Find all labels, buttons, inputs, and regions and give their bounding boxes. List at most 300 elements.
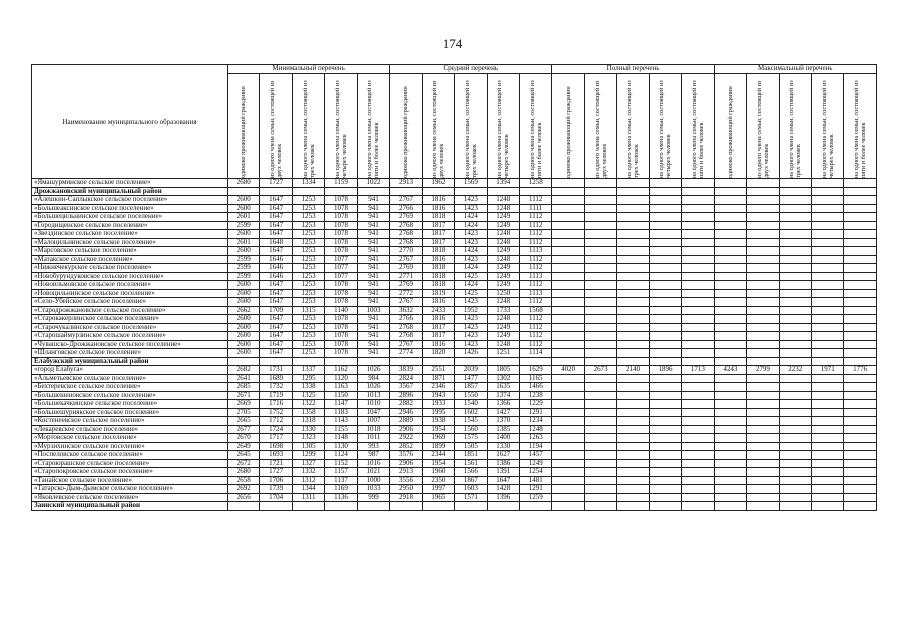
value-cell: 1867 [455, 476, 487, 485]
value-cell [649, 442, 681, 451]
empty-cell [617, 502, 649, 511]
value-cell: 1249 [487, 332, 519, 341]
value-cell [649, 281, 681, 290]
value-cell [747, 230, 779, 239]
value-cell: 1647 [260, 298, 292, 307]
value-cell: 1078 [325, 323, 357, 332]
value-cell: 2649 [228, 442, 260, 451]
value-cell [552, 272, 584, 281]
value-cell [617, 213, 649, 222]
value-cell [747, 374, 779, 383]
value-cell: 941 [357, 289, 389, 298]
table-row [32, 298, 877, 307]
value-cell: 2770 [390, 247, 422, 256]
value-cell: 1424 [455, 213, 487, 222]
value-cell: 1575 [455, 434, 487, 443]
value-cell [779, 221, 811, 230]
value-cell: 1253 [292, 332, 324, 341]
value-cell: 1995 [422, 408, 454, 417]
value-cell [714, 332, 746, 341]
value-cell [552, 230, 584, 239]
column-subheader: из одного члена семьи, состоящей из двух человек [584, 74, 616, 179]
value-cell: 1253 [292, 298, 324, 307]
value-cell [584, 196, 616, 205]
value-cell [811, 221, 843, 230]
value-cell: 1717 [260, 434, 292, 443]
value-cell: 1423 [455, 204, 487, 213]
value-cell: 941 [357, 221, 389, 230]
value-cell [747, 349, 779, 358]
value-cell: 1647 [487, 476, 519, 485]
value-cell: 2600 [228, 289, 260, 298]
value-cell [617, 323, 649, 332]
value-cell: 1709 [260, 306, 292, 315]
value-cell [682, 476, 715, 485]
value-cell: 987 [357, 451, 389, 460]
value-cell: 1249 [487, 221, 519, 230]
municipality-name: «Новоцильнинское сельское поселение» [32, 289, 228, 298]
value-cell [811, 451, 843, 460]
value-cell [617, 221, 649, 230]
value-cell [584, 451, 616, 460]
value-cell [779, 468, 811, 477]
value-cell: 2906 [390, 425, 422, 434]
value-cell [747, 408, 779, 417]
value-cell: 1253 [292, 289, 324, 298]
value-cell: 3576 [390, 451, 422, 460]
value-cell: 1969 [422, 434, 454, 443]
value-cell [649, 332, 681, 341]
value-cell: 1078 [325, 238, 357, 247]
value-cell [682, 315, 715, 324]
value-cell: 2768 [390, 230, 422, 239]
value-cell: 1251 [487, 349, 519, 358]
value-cell [552, 332, 584, 341]
value-cell: 2599 [228, 221, 260, 230]
value-cell [779, 459, 811, 468]
value-cell [714, 213, 746, 222]
value-cell [714, 459, 746, 468]
value-cell: 2600 [228, 230, 260, 239]
empty-cell [617, 357, 649, 366]
value-cell: 1423 [455, 196, 487, 205]
value-cell: 1112 [519, 340, 551, 349]
value-cell: 2824 [390, 374, 422, 383]
value-cell [747, 476, 779, 485]
value-cell: 2665 [228, 417, 260, 426]
municipality-name: «Старочукалинское сельское поселение» [32, 323, 228, 332]
value-cell: 1733 [487, 306, 519, 315]
value-cell [682, 272, 715, 281]
value-cell: 1423 [455, 340, 487, 349]
value-cell: 1819 [422, 289, 454, 298]
value-cell: 1026 [357, 383, 389, 392]
value-cell: 2601 [228, 238, 260, 247]
value-cell: 1818 [422, 272, 454, 281]
value-cell [747, 281, 779, 290]
empty-cell [487, 357, 519, 366]
value-cell [714, 289, 746, 298]
value-cell [649, 247, 681, 256]
value-cell [617, 255, 649, 264]
value-cell: 1253 [292, 213, 324, 222]
value-cell [714, 204, 746, 213]
value-cell [617, 425, 649, 434]
empty-cell [617, 187, 649, 196]
value-cell [811, 204, 843, 213]
value-cell [584, 306, 616, 315]
value-cell: 1078 [325, 340, 357, 349]
value-cell: 1647 [260, 315, 292, 324]
value-cell: 1424 [455, 247, 487, 256]
value-cell: 1325 [292, 391, 324, 400]
value-cell: 1253 [292, 315, 324, 324]
value-cell: 2882 [390, 400, 422, 409]
value-cell [649, 264, 681, 273]
value-cell [584, 315, 616, 324]
value-cell [811, 408, 843, 417]
value-cell: 2551 [422, 366, 454, 375]
empty-cell [455, 502, 487, 511]
table-row [32, 417, 877, 426]
value-cell [714, 230, 746, 239]
value-cell [811, 255, 843, 264]
value-cell: 1713 [682, 366, 715, 375]
value-cell: 1112 [519, 196, 551, 205]
value-cell [617, 476, 649, 485]
empty-cell [357, 357, 389, 366]
value-cell [552, 213, 584, 222]
value-cell [584, 374, 616, 383]
value-cell: 2346 [422, 383, 454, 392]
value-cell: 1952 [455, 306, 487, 315]
value-cell: 1238 [519, 391, 551, 400]
value-cell [811, 272, 843, 281]
district-name: Дрожжановский муниципальный район [32, 187, 228, 196]
value-cell [584, 459, 616, 468]
value-cell: 1249 [487, 272, 519, 281]
municipality-name: «Матакское сельское поселение» [32, 255, 228, 264]
value-cell [682, 179, 715, 188]
municipality-name: «Ямашурминское сельское поселение» [32, 179, 228, 188]
value-cell: 2599 [228, 272, 260, 281]
value-cell: 1159 [325, 179, 357, 188]
column-subheader: на одного члена семьи, состоящей из пяти и более человек [519, 74, 551, 179]
value-cell [844, 255, 876, 264]
value-cell [584, 213, 616, 222]
empty-cell [779, 187, 811, 196]
value-cell [779, 264, 811, 273]
value-cell [779, 476, 811, 485]
value-cell [682, 451, 715, 460]
value-cell: 941 [357, 238, 389, 247]
value-cell [747, 459, 779, 468]
value-cell: 1337 [292, 366, 324, 375]
value-cell [552, 493, 584, 502]
empty-cell [455, 187, 487, 196]
empty-cell [844, 187, 876, 196]
municipality-name: «Стародрожжановское сельское поселение» [32, 306, 228, 315]
value-cell [747, 323, 779, 332]
value-cell [584, 323, 616, 332]
value-cell [779, 196, 811, 205]
empty-cell [487, 187, 519, 196]
value-cell: 2768 [390, 332, 422, 341]
value-cell: 941 [357, 323, 389, 332]
empty-cell [325, 187, 357, 196]
municipality-name: «Алешкин-Саплыкское сельское поселение» [32, 196, 228, 205]
value-cell: 1629 [519, 366, 551, 375]
value-cell [714, 264, 746, 273]
municipality-name: «Лекаревское сельское поселение» [32, 425, 228, 434]
value-cell: 2671 [228, 391, 260, 400]
value-cell: 1162 [325, 366, 357, 375]
value-cell [811, 476, 843, 485]
value-cell: 1077 [325, 255, 357, 264]
value-cell: 1124 [325, 451, 357, 460]
column-subheader: одиноко проживающий гражданин [390, 74, 422, 179]
table-row [32, 383, 877, 392]
value-cell: 1250 [487, 289, 519, 298]
value-cell [552, 306, 584, 315]
value-cell [714, 476, 746, 485]
value-cell: 1817 [422, 238, 454, 247]
value-cell [779, 417, 811, 426]
value-cell: 1635 [487, 383, 519, 392]
value-cell [552, 400, 584, 409]
value-cell: 2344 [422, 451, 454, 460]
municipality-name: «Старопокровское сельское поселение» [32, 468, 228, 477]
value-cell: 1155 [325, 425, 357, 434]
value-cell: 1647 [260, 332, 292, 341]
value-cell: 2774 [390, 349, 422, 358]
municipality-name: «Село-Убейское сельское поселение» [32, 298, 228, 307]
value-cell [584, 298, 616, 307]
value-cell [811, 323, 843, 332]
value-cell: 1394 [487, 179, 519, 188]
value-cell [649, 179, 681, 188]
value-cell [584, 238, 616, 247]
empty-cell [552, 502, 584, 511]
value-cell [779, 247, 811, 256]
value-cell: 1249 [487, 264, 519, 273]
value-cell [747, 204, 779, 213]
value-cell [779, 289, 811, 298]
value-cell: 1689 [260, 374, 292, 383]
value-cell: 2799 [747, 366, 779, 375]
value-cell [714, 221, 746, 230]
value-cell [779, 408, 811, 417]
value-cell: 1386 [487, 459, 519, 468]
value-cell [714, 425, 746, 434]
value-cell [682, 281, 715, 290]
value-cell [682, 196, 715, 205]
value-cell [844, 272, 876, 281]
value-cell: 2692 [228, 485, 260, 494]
municipality-name: «Поспеловское сельское поселение» [32, 451, 228, 460]
table-row [32, 230, 877, 239]
value-cell [649, 374, 681, 383]
municipality-name: «Костенеевское сельское поселение» [32, 417, 228, 426]
value-cell [747, 383, 779, 392]
value-cell: 1426 [455, 349, 487, 358]
value-cell [682, 323, 715, 332]
value-cell: 1152 [325, 459, 357, 468]
value-cell: 1078 [325, 196, 357, 205]
value-cell: 1647 [260, 247, 292, 256]
value-cell [649, 196, 681, 205]
value-cell: 3556 [390, 476, 422, 485]
value-cell: 1545 [455, 417, 487, 426]
column-subheader: на одного члена семьи, состоящей из четырех человек [649, 74, 681, 179]
value-cell [552, 425, 584, 434]
value-cell [779, 272, 811, 281]
value-cell: 1938 [422, 417, 454, 426]
value-cell: 1423 [455, 298, 487, 307]
value-cell: 2600 [228, 247, 260, 256]
municipality-name: «Мортовское сельское поселение» [32, 434, 228, 443]
data-table [31, 64, 877, 511]
value-cell [844, 476, 876, 485]
value-cell [747, 196, 779, 205]
value-cell: 1721 [260, 459, 292, 468]
value-cell: 1018 [357, 425, 389, 434]
value-cell: 1011 [357, 434, 389, 443]
table-row [32, 289, 877, 298]
municipality-name: «Большеаксинское сельское поселение» [32, 204, 228, 213]
value-cell [747, 434, 779, 443]
value-cell [584, 442, 616, 451]
empty-cell [519, 502, 551, 511]
value-cell: 1078 [325, 315, 357, 324]
value-cell: 941 [357, 264, 389, 273]
value-cell: 1295 [292, 374, 324, 383]
district-name: Елабужский муниципальный район [32, 357, 228, 366]
value-cell [844, 332, 876, 341]
value-cell: 1003 [357, 306, 389, 315]
value-cell: 1291 [519, 485, 551, 494]
value-cell: 1370 [487, 417, 519, 426]
value-cell [552, 238, 584, 247]
value-cell [714, 340, 746, 349]
value-cell: 1816 [422, 196, 454, 205]
value-cell [649, 408, 681, 417]
value-cell [714, 315, 746, 324]
value-cell [682, 383, 715, 392]
value-cell [747, 221, 779, 230]
value-cell: 1818 [422, 213, 454, 222]
value-cell [682, 289, 715, 298]
empty-cell [747, 357, 779, 366]
value-cell: 2600 [228, 204, 260, 213]
value-cell [584, 383, 616, 392]
value-cell [617, 272, 649, 281]
value-cell: 1338 [292, 383, 324, 392]
value-cell: 1312 [292, 476, 324, 485]
value-cell [682, 230, 715, 239]
value-cell: 1112 [519, 281, 551, 290]
value-cell [552, 459, 584, 468]
value-cell: 1253 [292, 340, 324, 349]
value-cell [811, 434, 843, 443]
value-cell: 1140 [325, 306, 357, 315]
value-cell: 1954 [422, 459, 454, 468]
value-cell [714, 247, 746, 256]
value-cell [844, 289, 876, 298]
value-cell [649, 255, 681, 264]
value-cell [552, 468, 584, 477]
value-cell [584, 485, 616, 494]
value-cell [811, 238, 843, 247]
value-cell [714, 281, 746, 290]
value-cell: 1327 [292, 459, 324, 468]
value-cell [844, 349, 876, 358]
value-cell: 1311 [292, 493, 324, 502]
value-cell [649, 298, 681, 307]
value-cell: 1323 [292, 434, 324, 443]
value-cell: 2906 [390, 459, 422, 468]
value-cell: 1112 [519, 323, 551, 332]
value-cell [617, 400, 649, 409]
value-cell: 2232 [779, 366, 811, 375]
value-cell [649, 238, 681, 247]
value-cell: 1962 [422, 179, 454, 188]
municipality-name: «Шланговское сельское поселение» [32, 349, 228, 358]
value-cell: 2680 [228, 179, 260, 188]
empty-cell [455, 357, 487, 366]
column-subheader: на одного члена семьи, состоящей из четырех человек [487, 74, 519, 179]
value-cell [844, 417, 876, 426]
value-cell [552, 442, 584, 451]
value-cell: 2946 [390, 408, 422, 417]
value-cell [844, 383, 876, 392]
value-cell: 2766 [390, 315, 422, 324]
value-cell [682, 391, 715, 400]
value-cell: 1647 [260, 230, 292, 239]
value-cell: 1561 [455, 459, 487, 468]
value-cell: 1114 [519, 349, 551, 358]
value-cell [617, 238, 649, 247]
value-cell [649, 493, 681, 502]
value-cell [811, 374, 843, 383]
value-cell [844, 468, 876, 477]
value-cell: 1646 [260, 272, 292, 281]
value-cell [714, 442, 746, 451]
value-cell [617, 340, 649, 349]
municipality-name: «Большешеновское сельское поселение» [32, 391, 228, 400]
value-cell [844, 493, 876, 502]
value-cell [617, 391, 649, 400]
empty-cell [682, 187, 715, 196]
value-cell [811, 383, 843, 392]
value-cell [747, 213, 779, 222]
value-cell: 2769 [390, 281, 422, 290]
column-subheader: на одного члена семьи, состоящей из трех человек [779, 74, 811, 179]
table-row [32, 349, 877, 358]
value-cell: 941 [357, 281, 389, 290]
value-cell: 1165 [519, 374, 551, 383]
value-cell [682, 485, 715, 494]
value-cell: 1816 [422, 315, 454, 324]
value-cell [552, 451, 584, 460]
value-cell [811, 298, 843, 307]
empty-cell [487, 502, 519, 511]
value-cell: 1739 [260, 485, 292, 494]
value-cell [714, 468, 746, 477]
value-cell: 1731 [260, 366, 292, 375]
value-cell: 3839 [390, 366, 422, 375]
table-row [32, 493, 877, 502]
